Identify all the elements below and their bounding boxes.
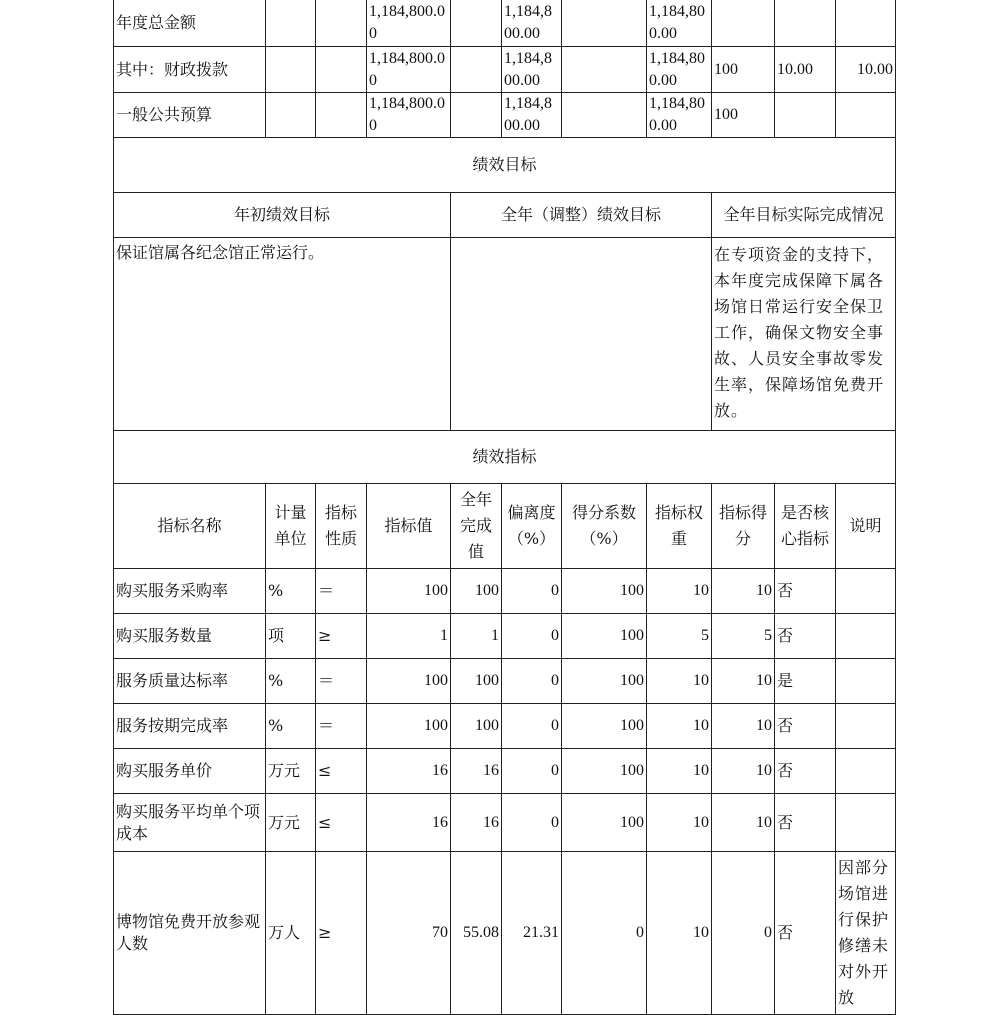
coef-cell: 100 bbox=[562, 569, 647, 614]
actual-cell: 16 bbox=[451, 794, 502, 852]
actual-cell: 100 bbox=[451, 569, 502, 614]
weight-cell: 10.00 bbox=[775, 47, 836, 93]
unit-cell: 万元 bbox=[266, 794, 316, 852]
actual-cell: 100 bbox=[451, 659, 502, 704]
nature-cell: ≥ bbox=[316, 614, 367, 659]
table-row bbox=[114, 794, 896, 852]
note-cell: 因部分场馆进行保护修缮未对外开放 bbox=[836, 852, 896, 1015]
amount-cell: 1,184,800.00 bbox=[367, 47, 451, 93]
indicators-section-title: 绩效指标 bbox=[114, 431, 896, 484]
score-cell: 10 bbox=[712, 659, 775, 704]
header-cell: 指标权重 bbox=[647, 484, 712, 569]
coef-cell: 100 bbox=[562, 794, 647, 852]
row-label: 年度总金额 bbox=[114, 0, 266, 47]
core-cell: 否 bbox=[775, 852, 836, 1015]
core-cell: 否 bbox=[775, 614, 836, 659]
unit-cell: % bbox=[266, 659, 316, 704]
score-cell: 5 bbox=[712, 614, 775, 659]
core-cell: 否 bbox=[775, 794, 836, 852]
deviation-cell: 0 bbox=[502, 794, 562, 852]
budget-row bbox=[114, 0, 896, 47]
amount-cell: 1,184,800.00 bbox=[647, 93, 712, 138]
row-label: 一般公共预算 bbox=[114, 93, 266, 138]
table-row bbox=[114, 704, 896, 749]
indicator-name: 购买服务数量 bbox=[114, 614, 266, 659]
goals-adjusted-header: 全年（调整）绩效目标 bbox=[451, 193, 712, 238]
coef-cell: 0 bbox=[562, 852, 647, 1015]
unit-cell: % bbox=[266, 569, 316, 614]
budget-row: 一般公共预算 1,184,800.00 1,184,800.00 1,184,800.00 100 bbox=[114, 93, 896, 138]
score-cell: 10 bbox=[712, 749, 775, 794]
score-cell: 0 bbox=[712, 852, 775, 1015]
unit-cell: 项 bbox=[266, 614, 316, 659]
table-row bbox=[114, 569, 896, 614]
row-label: 其中：财政拨款 bbox=[114, 47, 266, 93]
coef-cell: 100 bbox=[562, 659, 647, 704]
note-cell bbox=[836, 659, 896, 704]
deviation-cell: 0 bbox=[502, 749, 562, 794]
score-cell: 10 bbox=[712, 794, 775, 852]
coef-cell: 100 bbox=[562, 749, 647, 794]
score-cell: 10 bbox=[712, 704, 775, 749]
goals-initial-text: 保证馆属各纪念馆正常运行。 bbox=[114, 238, 451, 431]
actual-cell: 1 bbox=[451, 614, 502, 659]
nature-cell: ＝ bbox=[316, 704, 367, 749]
goals-actual-header: 全年目标实际完成情况 bbox=[712, 193, 896, 238]
nature-cell: ≤ bbox=[316, 794, 367, 852]
weight-cell: 10 bbox=[647, 852, 712, 1015]
header-cell: 计量单位 bbox=[266, 484, 316, 569]
target-cell: 100 bbox=[367, 704, 451, 749]
note-cell bbox=[836, 569, 896, 614]
header-cell: 得分系数（%） bbox=[562, 484, 647, 569]
coef-cell: 100 bbox=[562, 704, 647, 749]
score-cell: 10.00 bbox=[836, 47, 896, 93]
note-cell bbox=[836, 749, 896, 794]
target-cell: 70 bbox=[367, 852, 451, 1015]
deviation-cell: 0 bbox=[502, 569, 562, 614]
table-row bbox=[114, 749, 896, 794]
unit-cell: % bbox=[266, 704, 316, 749]
weight-cell: 10 bbox=[647, 569, 712, 614]
header-cell: 指标名称 bbox=[114, 484, 266, 569]
header-cell: 指标得分 bbox=[712, 484, 775, 569]
amount-cell: 1,184,800.00 bbox=[502, 47, 562, 93]
unit-cell: 万人 bbox=[266, 852, 316, 1015]
table-row bbox=[114, 614, 896, 659]
nature-cell: ≥ bbox=[316, 852, 367, 1015]
actual-cell: 100 bbox=[451, 704, 502, 749]
target-cell: 16 bbox=[367, 794, 451, 852]
target-cell: 1 bbox=[367, 614, 451, 659]
indicator-name: 购买服务单价 bbox=[114, 749, 266, 794]
weight-cell: 10 bbox=[647, 749, 712, 794]
budget-row bbox=[114, 47, 896, 93]
header-cell: 偏离度（%） bbox=[502, 484, 562, 569]
goals-section-title: 绩效目标 bbox=[114, 138, 896, 193]
score-cell: 10 bbox=[712, 569, 775, 614]
header-cell: 说明 bbox=[836, 484, 896, 569]
actual-cell: 55.08 bbox=[451, 852, 502, 1015]
coef-cell: 100 bbox=[562, 614, 647, 659]
performance-table bbox=[113, 0, 896, 1015]
header-cell: 指标值 bbox=[367, 484, 451, 569]
indicator-name: 服务质量达标率 bbox=[114, 659, 266, 704]
core-cell: 否 bbox=[775, 749, 836, 794]
amount-cell: 1,184,800.00 bbox=[647, 47, 712, 93]
amount-cell: 1,184,800.00 bbox=[367, 0, 451, 47]
deviation-cell: 0 bbox=[502, 704, 562, 749]
core-cell: 否 bbox=[775, 704, 836, 749]
weight-cell: 10 bbox=[647, 794, 712, 852]
indicators-header-row bbox=[114, 484, 896, 569]
goals-adjusted-text bbox=[451, 238, 712, 431]
indicator-name: 购买服务采购率 bbox=[114, 569, 266, 614]
weight-cell: 10 bbox=[647, 659, 712, 704]
core-cell: 否 bbox=[775, 569, 836, 614]
nature-cell: ≤ bbox=[316, 749, 367, 794]
indicator-name: 购买服务平均单个项成本 bbox=[114, 794, 266, 852]
weight-cell: 10 bbox=[647, 704, 712, 749]
unit-cell: 万元 bbox=[266, 749, 316, 794]
header-cell: 全年完成值 bbox=[451, 484, 502, 569]
amount-cell: 1,184,800.00 bbox=[502, 93, 562, 138]
amount-cell: 1,184,800.00 bbox=[502, 0, 562, 47]
amount-cell: 1,184,800.00 bbox=[367, 93, 451, 138]
deviation-cell: 0 bbox=[502, 614, 562, 659]
full-score-cell: 100 bbox=[712, 47, 775, 93]
target-cell: 100 bbox=[367, 569, 451, 614]
target-cell: 16 bbox=[367, 749, 451, 794]
weight-cell: 5 bbox=[647, 614, 712, 659]
table-row bbox=[114, 659, 896, 704]
indicator-name: 服务按期完成率 bbox=[114, 704, 266, 749]
indicator-name: 博物馆免费开放参观人数 bbox=[114, 852, 266, 1015]
note-cell bbox=[836, 704, 896, 749]
nature-cell: ＝ bbox=[316, 659, 367, 704]
table-row bbox=[114, 852, 896, 1015]
note-cell bbox=[836, 794, 896, 852]
amount-cell: 1,184,800.00 bbox=[647, 0, 712, 47]
core-cell: 是 bbox=[775, 659, 836, 704]
actual-cell: 16 bbox=[451, 749, 502, 794]
header-cell: 指标性质 bbox=[316, 484, 367, 569]
goals-actual-text: 在专项资金的支持下，本年度完成保障下属各场馆日常运行安全保卫工作，确保文物安全事故、人员安全事故零发生率，保障场馆免费开放。 bbox=[712, 238, 896, 431]
deviation-cell: 0 bbox=[502, 659, 562, 704]
note-cell bbox=[836, 614, 896, 659]
target-cell: 100 bbox=[367, 659, 451, 704]
header-cell: 是否核心指标 bbox=[775, 484, 836, 569]
nature-cell: ＝ bbox=[316, 569, 367, 614]
deviation-cell: 21.31 bbox=[502, 852, 562, 1015]
goals-initial-header: 年初绩效目标 bbox=[114, 193, 451, 238]
